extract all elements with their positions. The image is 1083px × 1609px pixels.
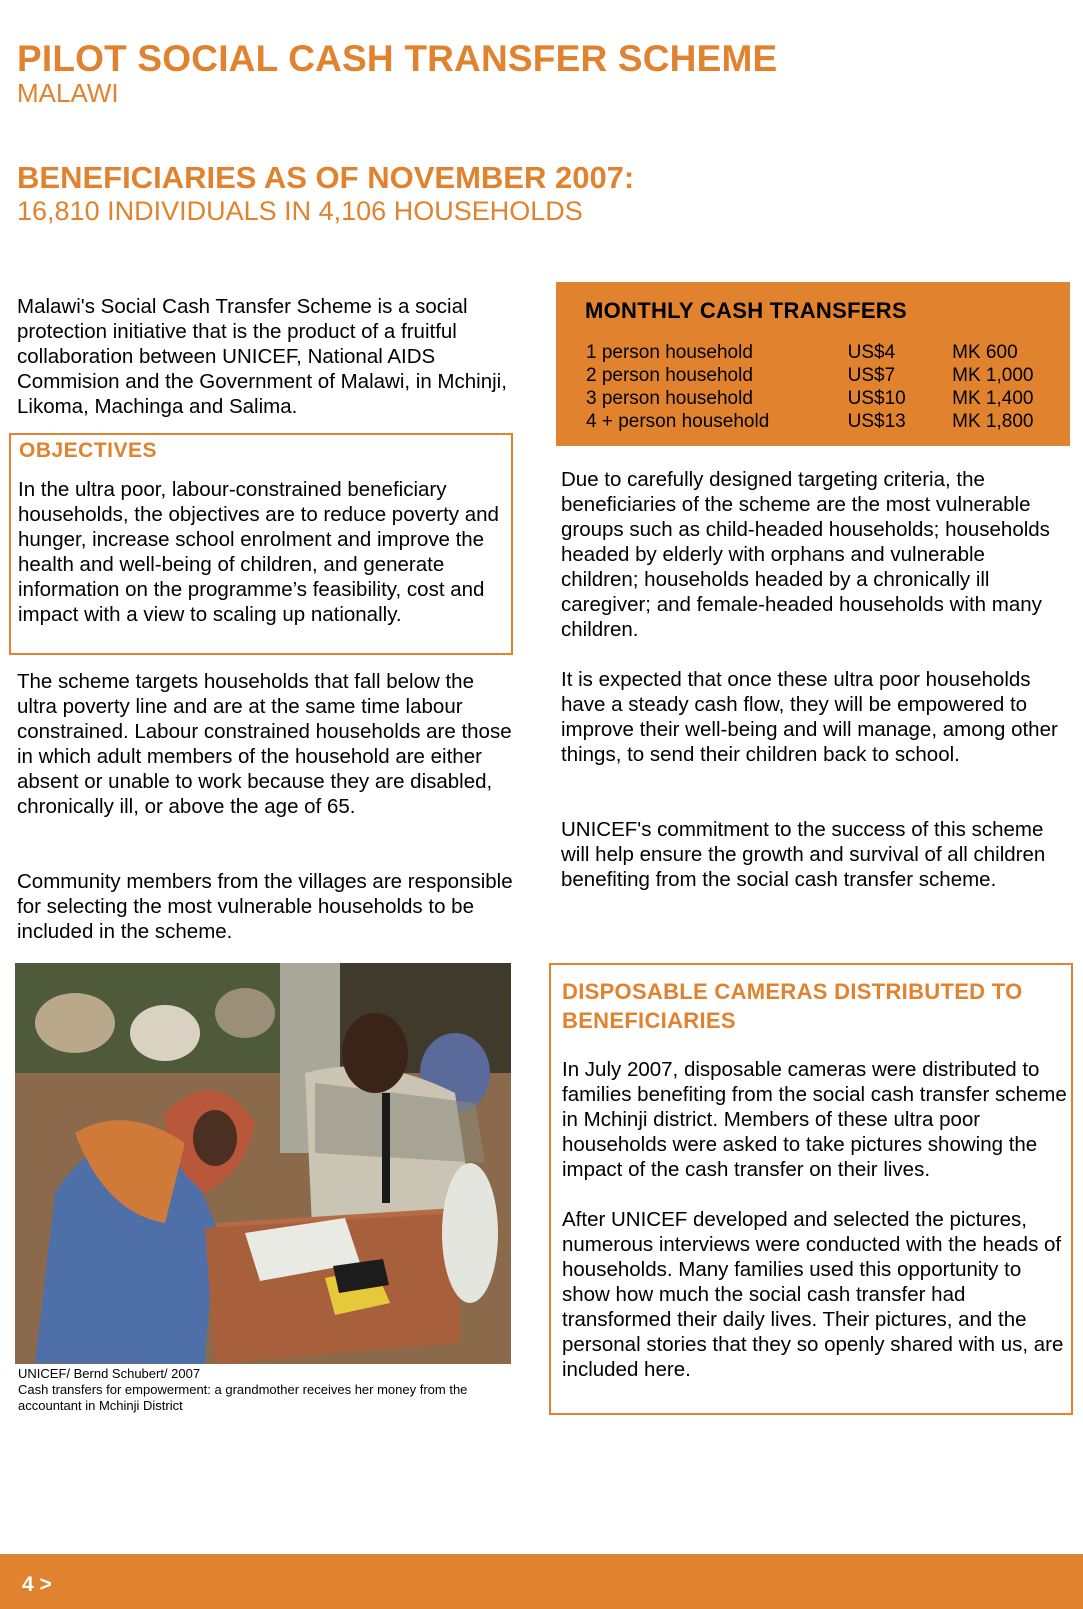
amount-mk: MK 1,800 [952,411,1034,432]
household-size: 4 + person household [586,411,770,432]
amount-mk: MK 1,000 [952,365,1034,386]
household-size: 2 person household [586,365,753,386]
cash-transfers-table [586,342,1070,434]
page-title: PILOT SOCIAL CASH TRANSFER SCHEME [17,38,778,79]
objectives-heading: OBJECTIVES [19,439,158,462]
amount-usd: US$4 [847,342,896,363]
beneficiaries-detail: 16,810 INDIVIDUALS IN 4,106 HOUSEHOLDS [17,196,583,226]
table-row [586,411,1070,434]
intro-paragraph: Malawi's Social Cash Transfer Scheme is a social protection initiative that is the product of a fruitful collaboration between UNICEF, National AIDS Commision and the Government of Malawi, in Mchinji, Likoma, Machinga and Salima. [17,295,507,418]
amount-usd: US$7 [847,365,896,386]
household-size: 3 person household [586,388,753,409]
page-footer [0,1554,1083,1609]
photo-illustration [15,963,511,1364]
table-row [586,388,1070,411]
amount-usd: US$13 [847,411,906,432]
cameras-text [562,1057,1067,1382]
targeting-paragraph: The scheme targets households that fall below the ultra poverty line and are at the same time labour constrained. Labour constrained households are those in which adult members of the household are either absent or unable to work because they are disabled, chronically ill, or above the age of 65. [17,670,512,818]
photo-credit: UNICEF/ Bernd Schubert/ 2007 [18,1366,201,1381]
page-subtitle: MALAWI [17,78,119,108]
household-size: 1 person household [586,342,753,363]
photo-caption-text: Cash transfers for empowerment: a grandmother receives her money from the accountant in Mchinji District [18,1382,468,1413]
monthly-cash-transfers-box [556,282,1070,446]
commitment-paragraph: UNICEF's commitment to the success of this scheme will help ensure the growth and survival of all children benefiting from the social cash transfer scheme. [561,818,1046,891]
cameras-paragraph-2: After UNICEF developed and selected the pictures, numerous interviews were conducted with the heads of households. Many families used this opportunity to show how much the social cash transfer had transformed their daily lives. Their pictures, and the personal stories that they so openly shared with us, are included here. [562,1208,1064,1381]
objectives-box [9,433,513,655]
disposable-cameras-box [549,963,1073,1415]
beneficiaries-heading: BENEFICIARIES AS OF NOVEMBER 2007: [17,160,635,195]
expectation-paragraph: It is expected that once these ultra poor households have a steady cash flow, they will be empowered to improve their well-being and will manage, among other things, to send their children back to school. [561,668,1058,766]
amount-mk: MK 1,400 [952,388,1034,409]
amount-usd: US$10 [847,388,906,409]
page-number: 4 > [22,1573,52,1596]
community-paragraph: Community members from the villages are responsible for selecting the most vulnerable households to be included in the scheme. [17,870,513,943]
cameras-paragraph-1: In July 2007, disposable cameras were distributed to families benefiting from the social cash transfer scheme in Mchinji district. Members of these ultra poor households were asked to take pictures showing the impact of the cash transfer on their lives. [562,1058,1067,1181]
targeting-criteria-paragraph: Due to carefully designed targeting criteria, the beneficiaries of the scheme are the most vulnerable groups such as child-headed households; households headed by elderly with orphans and vulnerable children; households headed by a chronically ill caregiver; and female-headed households with many children. [561,468,1050,641]
objectives-text: In the ultra poor, labour-constrained beneficiary households, the objectives are to reduce poverty and hunger, increase school enrolment and improve the health and well-being of children, and generate information on the programme’s feasibility, cost and impact with a view to scaling up nationally. [18,478,499,626]
cameras-heading: DISPOSABLE CAMERAS DISTRIBUTED TO BENEFICIARIES [562,979,1023,1033]
table-row [586,342,1070,365]
cash-transfers-heading: MONTHLY CASH TRANSFERS [585,298,907,323]
photo-caption [18,1366,518,1414]
amount-mk: MK 600 [952,342,1018,363]
table-row [586,365,1070,388]
beneficiary-photo [15,963,511,1364]
